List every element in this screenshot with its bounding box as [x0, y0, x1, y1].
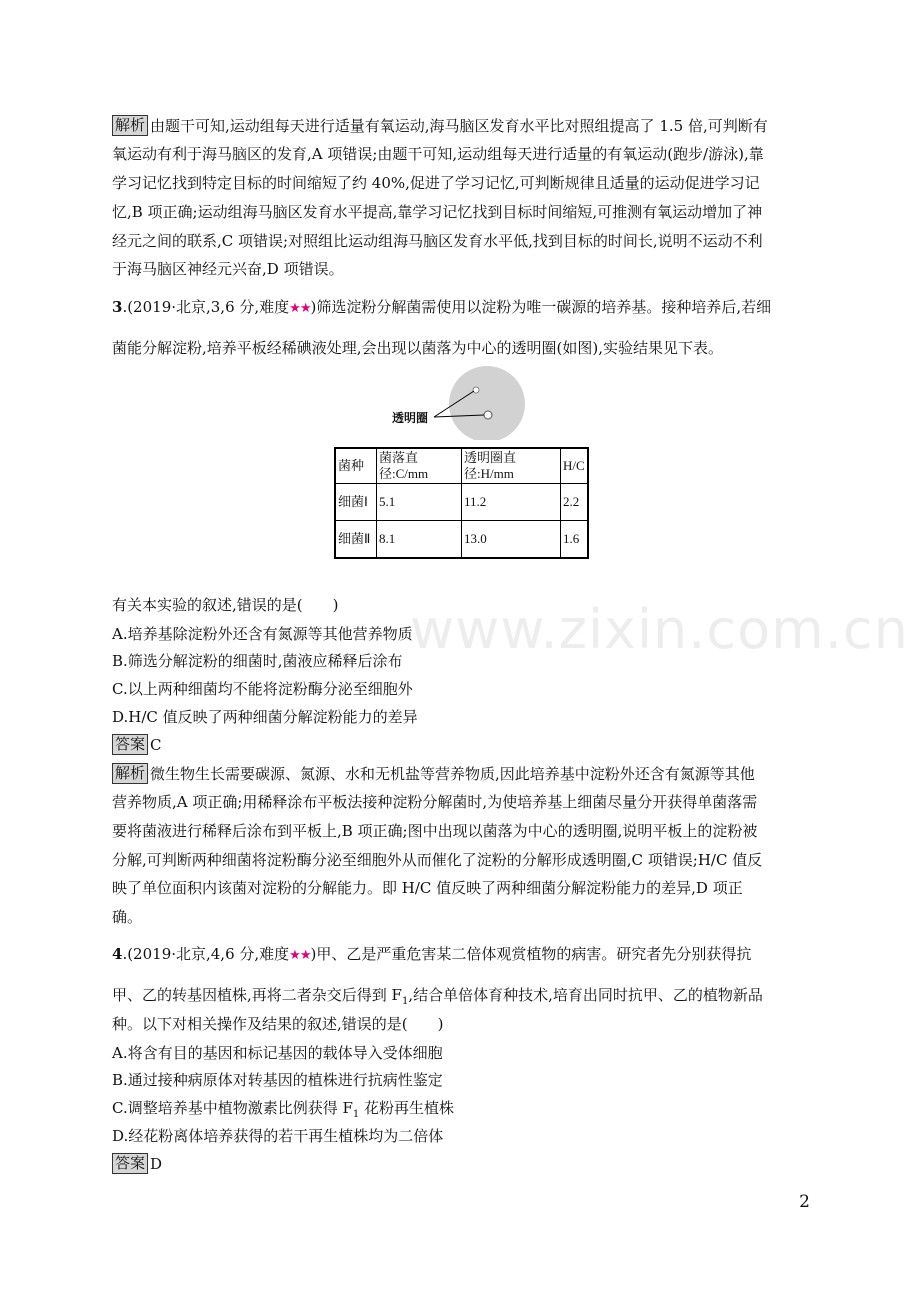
q3-answer: [112, 730, 812, 760]
q4-option-b: B.通过接种病原体对转基因的植株进行抗病性鉴定: [112, 1071, 443, 1089]
q3-option-a: A.培养基除淀粉外还含有氮源等其他营养物质: [112, 625, 413, 643]
q3-analysis-line-4: 分解,可判断两种细菌将淀粉酶分泌至细胞外从而催化了淀粉的分解形成透明圈,C 项错误;H/C 值反: [112, 851, 763, 869]
page-number: 2: [799, 1192, 810, 1212]
q3-stem: 有关本实验的叙述,错误的是( ): [112, 596, 339, 614]
table-row: [335, 484, 588, 521]
table-row: [335, 521, 588, 559]
watermark: www.zixin.com.cn: [410, 598, 909, 661]
analysis1-line-3: 学习记忆找到特定目标的时间缩短了约 40%,促进了学习记忆,可判断规律且适量的运动促进学习记: [112, 174, 760, 192]
table-cell: 11.2: [462, 484, 561, 521]
q4-line-3: 种。以下对相关操作及结果的叙述,错误的是( ): [112, 1015, 444, 1033]
q3-option-b: B.筛选分解淀粉的细菌时,菌液应稀释后涂布: [112, 652, 403, 670]
plate-diagram: [390, 360, 530, 440]
table-header-row: [335, 448, 588, 484]
q4-option-d: D.经花粉离体培养获得的若干再生植株均为二倍体: [112, 1127, 444, 1145]
table-cell: 2.2: [561, 484, 589, 521]
analysis1-line-2: 氧运动有利于海马脑区的发育,A 项错误;由题干可知,运动组每天进行适量的有氧运动(跑步/游泳),靠: [112, 145, 764, 163]
table-cell: 8.1: [377, 521, 462, 559]
q4-answer: [112, 1149, 812, 1179]
q4-line-2: 甲、乙的转基因植株,再将二者杂交后得到 $F_1$,结合单倍体育种技术,培育出同时抗甲、乙的植物新品: [112, 986, 763, 1007]
difficulty-stars: ★★: [289, 301, 311, 316]
analysis1-line-1: 解析 由题干可知,运动组每天进行适量有氧运动,海马脑区发育水平比对照组提高了 1.5 倍,可判断有: [112, 111, 812, 141]
analysis1-line-6: 于海马脑区神经元兴奋,D 项错误。: [112, 260, 344, 278]
analysis1-line-4: 忆,B 项正确;运动组海马脑区发育水平提高,靠学习记忆找到目标时间缩短,可推测有氧运动增加了神: [112, 203, 763, 221]
analysis-tag: 解析: [112, 115, 148, 136]
answer-tag: 答案: [112, 1153, 148, 1174]
q3-analysis-line-5: 映了单位面积内该菌对淀粉的分解能力。即 H/C 值反映了两种细菌分解淀粉能力的差异,D 项正: [112, 879, 743, 897]
table-cell: 13.0: [462, 521, 561, 559]
q3-analysis-line-1: 解析 微生物生长需要碳源、氮源、水和无机盐等营养物质,因此培养基中淀粉外还含有氮源等其他: [112, 759, 812, 789]
plate-circle: [449, 366, 525, 440]
header-cell: 透明圈直径:H/mm: [462, 448, 561, 484]
answer-value: C: [150, 736, 162, 754]
analysis1-line-5: 经元之间的联系,C 项错误;对照组比运动组海马脑区发育水平低,找到目标的时间长,说明不运动不利: [112, 232, 763, 250]
answer-value: D: [150, 1155, 163, 1173]
difficulty-stars: ★★: [289, 948, 311, 963]
q3-analysis-line-3: 要将菌液进行稀释后涂布到平板上,B 项正确;图中出现以菌落为中心的透明圈,说明平板上的淀粉被: [112, 822, 758, 840]
q3-line-2: 菌能分解淀粉,培养平板经稀碘液处理,会出现以菌落为中心的透明圈(如图),实验结果见下表。: [112, 339, 724, 357]
colony-center: [484, 411, 492, 419]
header-cell: H/C: [561, 448, 589, 484]
figure-label: 透明圈: [392, 411, 429, 425]
table-cell: 细菌Ⅱ: [335, 521, 377, 559]
header-cell: 菌落直径:C/mm: [377, 448, 462, 484]
q4-option-a: A.将含有目的基因和标记基因的载体导入受体细胞: [112, 1044, 443, 1062]
q3-option-d: D.H/C 值反映了两种细菌分解淀粉能力的差异: [112, 708, 418, 726]
analysis-tag: 解析: [112, 763, 148, 784]
q4-option-c: C.调整培养基中植物激素比例获得 $F_1$ 花粉再生植株: [112, 1099, 455, 1120]
q3-line-1: 3.(2019·北京,3,6 分,难度★★)筛选淀粉分解菌需使用以淀粉为唯一碳源的培养基。接种培养后,若细: [112, 298, 772, 316]
table-cell: 细菌Ⅰ: [335, 484, 377, 521]
table-cell: 1.6: [561, 521, 589, 559]
answer-tag: 答案: [112, 734, 148, 755]
q4-line-1: 4.(2019·北京,4,6 分,难度★★)甲、乙是严重危害某二倍体观赏植物的病害。研究者先分别获得抗: [112, 945, 752, 963]
header-cell: 菌种: [335, 448, 377, 484]
table-cell: 5.1: [377, 484, 462, 521]
q3-analysis-line-6: 确。: [112, 908, 143, 926]
transparent-zone-figure: [390, 360, 530, 444]
colony-small: [473, 387, 479, 393]
results-table: [334, 447, 589, 559]
q3-analysis-line-2: 营养物质,A 项正确;用稀释涂布平板法接种淀粉分解菌时,为使培养基上细菌尽量分开获得单菌落需: [112, 793, 758, 811]
q3-option-c: C.以上两种细菌均不能将淀粉酶分泌至细胞外: [112, 680, 413, 698]
